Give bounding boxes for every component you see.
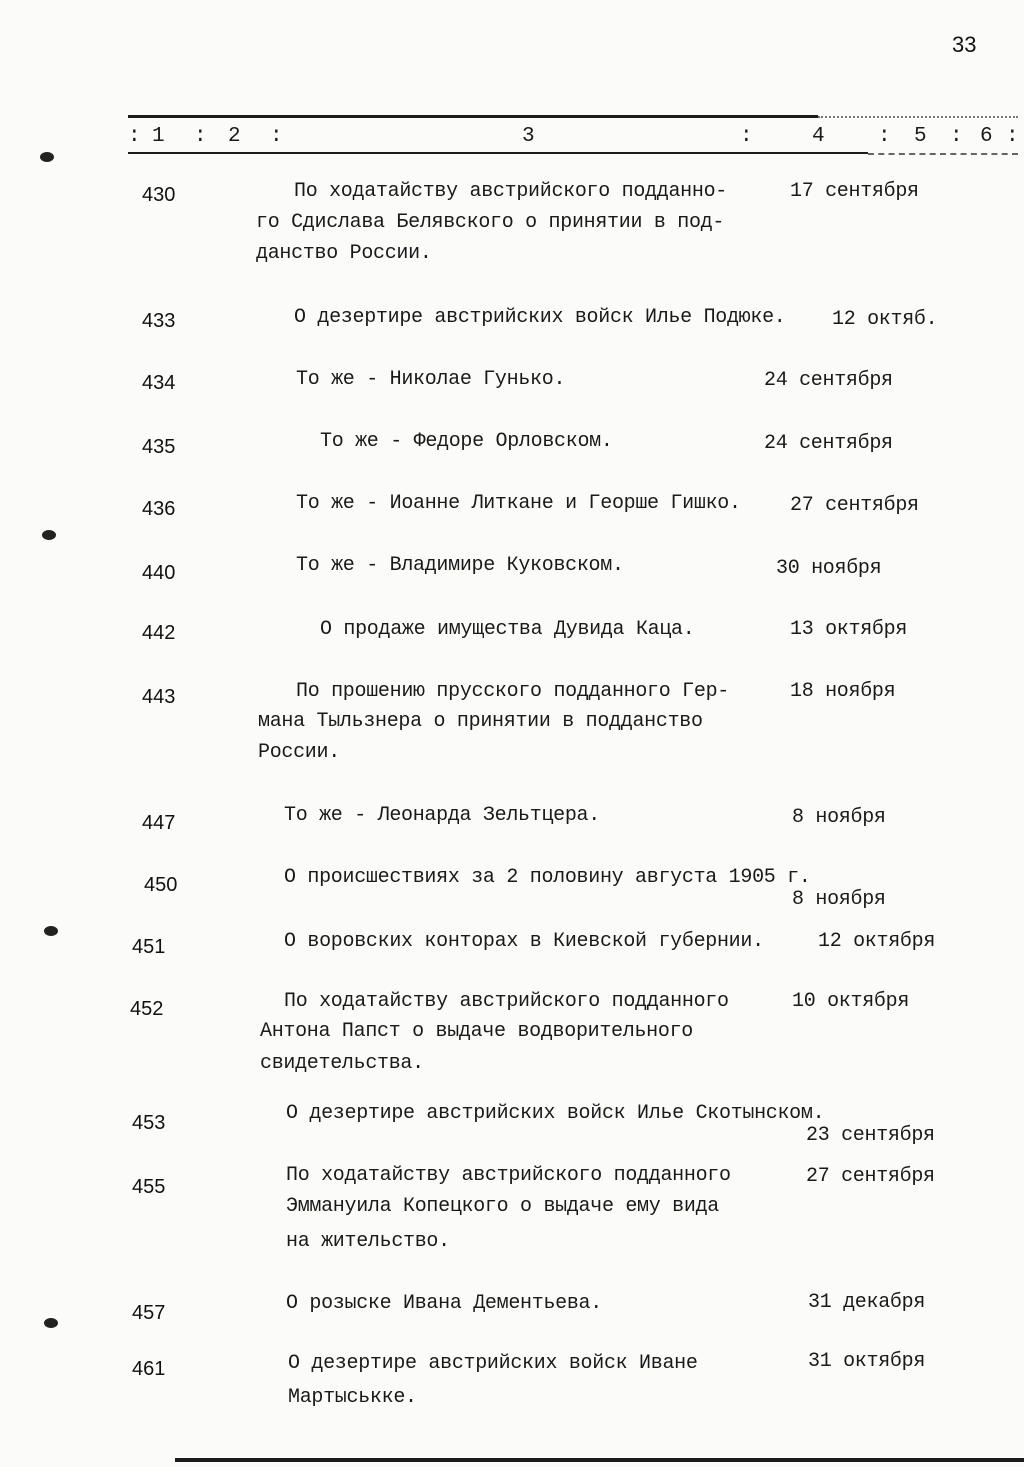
header-bottom-rule-tail [868,153,1018,155]
entry-description-line: По ходатайству австрийского подданного [286,1164,731,1187]
header-bottom-rule [128,152,868,154]
entry-date: 24 сентября [764,432,893,455]
entry-number: 457 [132,1302,166,1324]
entry-description-line: Антона Папст о выдаче водворительного [260,1020,693,1043]
entry-date: 27 сентября [790,494,919,517]
top-rule-dotted [818,116,1018,118]
entry-number: 433 [142,310,176,332]
entry-date: 23 сентября [806,1124,935,1147]
entry-date: 24 сентября [764,369,893,392]
entry-description-line: на жительство. [286,1230,450,1253]
entry-date: 8 ноября [792,806,886,829]
bottom-rule [175,1458,1024,1462]
column-separator: : [950,125,963,148]
entry-description-line: О розыске Ивана Дементьева. [286,1292,602,1315]
entry-number: 451 [132,936,166,958]
entry-description-line: То же - Владимире Куковском. [296,554,624,577]
entry-number: 450 [144,874,178,896]
entry-description-line: О дезертире австрийских войск Иване [288,1352,698,1375]
column-separator: : [194,125,207,148]
entry-description-line: России. [258,741,340,764]
entry-number: 447 [142,812,176,834]
entry-description-line: О дезертире австрийских войск Илье Подюке. [294,306,786,329]
entry-description-line: То же - Иоанне Литкане и Георше Гишко. [296,492,741,515]
entry-date: 31 декабря [808,1291,926,1314]
binding-mark-icon [40,152,54,162]
entry-date: 10 октября [792,990,910,1013]
column-separator: : [128,125,141,148]
entry-number: 436 [142,498,176,520]
entry-number: 434 [142,372,176,394]
column-separator: : [740,125,753,148]
entry-description-line: О дезертире австрийских войск Илье Скотынском. [286,1102,825,1125]
column-separator: : [1006,125,1019,148]
page-number: 33 [952,32,977,57]
column-header-4: 4 [812,125,825,148]
entry-description-line: мана Тыльзнера о принятии в подданство [258,710,703,733]
entry-description-line: свидетельства. [260,1052,424,1075]
binding-mark-icon [42,530,56,540]
entry-number: 461 [132,1358,166,1380]
entry-date: 8 ноября [792,888,886,911]
entry-date: 12 октября [818,930,936,953]
entry-description-line: О воровских конторах в Киевской губернии. [284,930,764,953]
entry-date: 27 сентября [806,1165,935,1188]
entry-number: 452 [130,998,164,1020]
entry-number: 443 [142,686,176,708]
column-separator: : [270,125,283,148]
entry-description-line: По прошению прусского подданного Гер- [296,680,729,703]
entry-description-line: Мартыськке. [288,1386,417,1409]
top-rule [128,115,818,118]
column-header-2: 2 [228,125,241,148]
binding-mark-icon [44,926,58,936]
column-separator: : [878,125,891,148]
entry-description-line: О продаже имущества Дувида Каца. [320,618,695,641]
entry-date: 18 ноября [790,680,896,703]
entry-description-line: То же - Николае Гунько. [296,368,566,391]
entry-description-line: О происшествиях за 2 половину августа 1905 г. [284,866,811,889]
entry-number: 442 [142,622,176,644]
column-header-row [128,125,1024,151]
column-header-1: 1 [152,125,165,148]
entry-description-line: То же - Леонарда Зельтцера. [284,804,600,827]
column-header-3: 3 [522,125,535,148]
entry-date: 17 сентября [790,180,919,203]
entry-date: 30 ноября [776,557,882,580]
entry-number: 435 [142,436,176,458]
entry-description-line: данство России. [256,242,432,265]
entry-description-line: го Сдислава Белявского о принятии в под- [256,211,725,234]
entry-number: 453 [132,1112,166,1134]
binding-mark-icon [44,1318,58,1328]
entry-description-line: То же - Федоре Орловском. [320,430,613,453]
entry-number: 455 [132,1176,166,1198]
entry-number: 440 [142,562,176,584]
entry-description-line: По ходатайству австрийского подданного [284,990,729,1013]
column-header-5: 5 [914,125,927,148]
entry-description-line: По ходатайству австрийского подданно- [294,180,727,203]
entry-date: 13 октября [790,618,908,641]
entry-description-line: Эммануила Копецкого о выдаче ему вида [286,1195,719,1218]
entry-date: 12 октяб. [832,308,938,331]
column-header-6: 6 [980,125,993,148]
entry-number: 430 [142,184,176,206]
entry-date: 31 октября [808,1350,926,1373]
